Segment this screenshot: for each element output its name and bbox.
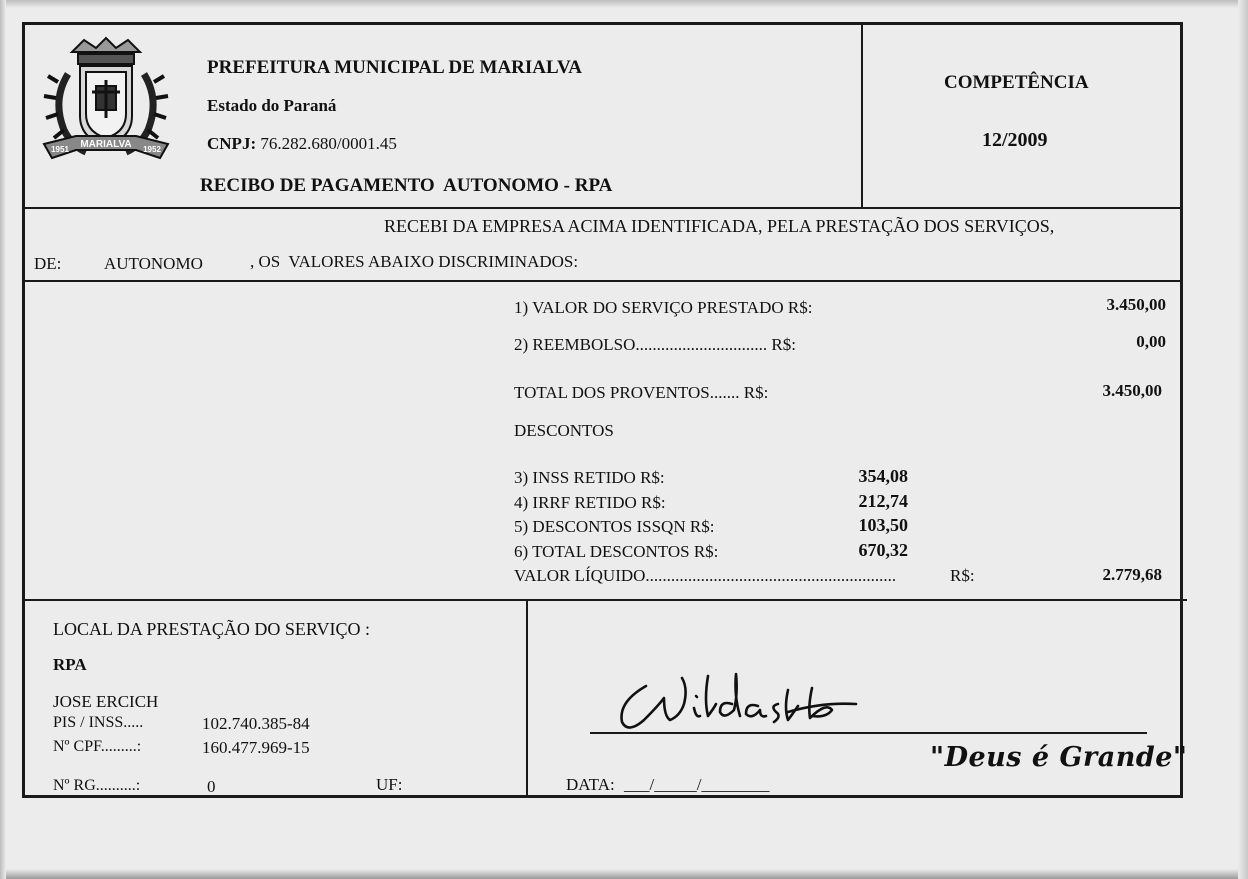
logo-ribbon-year: 1951	[51, 145, 69, 154]
issqn-value: 103,50	[858, 515, 908, 535]
cnpj	[207, 134, 397, 154]
statement-line-2: , OS VALORES ABAIXO DISCRIMINADOS:	[250, 252, 579, 271]
statement-line-1: RECEBI DA EMPRESA ACIMA IDENTIFICADA, PELA PRESTAÇÃO DOS SERVIÇOS,	[384, 216, 1055, 236]
reembolso-label: 2) REEMBOLSO............................... R$:	[514, 335, 796, 354]
liquido-label: VALOR LÍQUIDO...........................................................	[514, 566, 897, 585]
data-label: DATA:	[566, 775, 615, 794]
cpf-label: Nº CPF.........:	[53, 738, 142, 755]
logo-ribbon-text: MARIALVA	[80, 139, 132, 150]
cnpj-label: CNPJ:	[207, 134, 257, 153]
issqn-label: 5) DESCONTOS ISSQN R$:	[514, 517, 715, 536]
cpf-value: 160.477.969-15	[202, 738, 310, 757]
logo-ribbon-year: 1952	[143, 145, 161, 154]
handwritten-signature	[612, 664, 862, 742]
inss-label: 3) INSS RETIDO R$:	[514, 468, 665, 487]
de-value: AUTONOMO	[104, 254, 203, 273]
municipality-title: PREFEITURA MUNICIPAL DE MARIALVA	[207, 57, 582, 78]
inss-value: 354,08	[858, 466, 908, 486]
cnpj-value: 76.282.680/0001.45	[260, 134, 397, 153]
motto-text: "Deus é Grande"	[930, 742, 1188, 773]
values-divider	[22, 599, 1187, 601]
irrf-value: 212,74	[858, 491, 908, 511]
reembolso-value: 0,00	[1136, 332, 1166, 351]
irrf-label: 4) IRRF RETIDO R$:	[514, 493, 666, 512]
liquido-value: 2.779,68	[1102, 565, 1162, 584]
pis-label: PIS / INSS.....	[53, 714, 144, 731]
frame-bottom-line	[22, 795, 1183, 798]
scan-edge	[0, 0, 6, 879]
header-divider-horizontal	[22, 207, 1183, 209]
liquido-currency: R$:	[950, 566, 975, 585]
document-title: RECIBO DE PAGAMENTO AUTONOMO - RPA	[200, 175, 613, 196]
data-blank: ___/_____/________	[624, 775, 770, 794]
local-label: LOCAL DA PRESTAÇÃO DO SERVIÇO :	[53, 619, 370, 639]
scan-edge	[0, 0, 1248, 8]
total-proventos-value: 3.450,00	[1102, 381, 1162, 400]
total-descontos-value: 670,32	[858, 540, 908, 560]
footer-divider-vertical	[526, 600, 528, 797]
local-value: RPA	[53, 655, 87, 674]
uf-label: UF:	[376, 775, 403, 794]
rg-label: Nº RG..........:	[53, 777, 141, 794]
servico-value: 3.450,00	[1106, 295, 1166, 314]
competencia-value: 12/2009	[982, 129, 1048, 151]
state-name: Estado do Paraná	[207, 96, 337, 115]
servico-label: 1) VALOR DO SERVIÇO PRESTADO R$:	[514, 298, 813, 317]
pis-value: 102.740.385-84	[202, 714, 310, 733]
frame-right-line	[1180, 22, 1183, 797]
scan-edge	[1238, 0, 1248, 879]
total-descontos-label: 6) TOTAL DESCONTOS R$:	[514, 542, 719, 561]
frame-top-line	[22, 22, 1183, 25]
total-proventos-label: TOTAL DOS PROVENTOS....... R$:	[514, 383, 769, 402]
municipal-coat-of-arms-logo	[38, 34, 174, 170]
header-divider-vertical	[861, 22, 863, 209]
provider-name: JOSE ERCICH	[53, 692, 159, 711]
statement-divider	[22, 280, 1183, 282]
rg-value: 0	[207, 777, 216, 796]
frame-left-line	[22, 22, 25, 797]
competencia-label: COMPETÊNCIA	[944, 72, 1089, 93]
signature-line	[590, 732, 1147, 734]
scan-edge	[0, 869, 1248, 879]
de-label: DE:	[34, 254, 62, 273]
descontos-label: DESCONTOS	[514, 421, 614, 440]
